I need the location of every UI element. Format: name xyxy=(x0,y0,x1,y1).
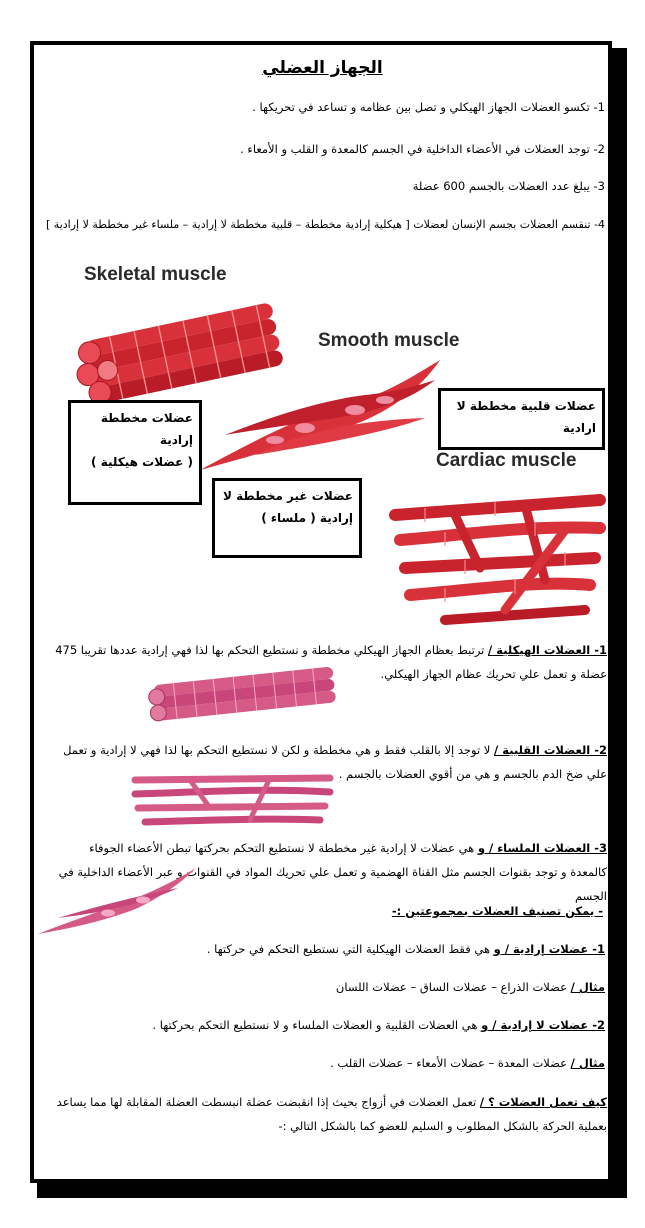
skeletal-box-line-2: ( عضلات هيكلية ) xyxy=(91,455,193,469)
example-1-text: عضلات الذراع – عضلات الساق – عضلات اللسان xyxy=(335,980,571,994)
example-2-line xyxy=(330,1052,605,1074)
how-muscles-work-heading: كيف تعمل العضلات ؟ / xyxy=(479,1095,607,1109)
example-2-heading: مثال / xyxy=(570,1056,605,1070)
smooth-muscle-box xyxy=(212,478,362,558)
smooth-box-line-1: عضلات غير مخططة لا xyxy=(223,489,353,503)
involuntary-heading: 2- عضلات لا إرادية / و xyxy=(481,1018,605,1032)
example-2-text: عضلات المعدة – عضلات الأمعاء – عضلات القلب . xyxy=(330,1056,571,1070)
cardiac-muscle-label: Cardiac muscle xyxy=(436,450,577,471)
smooth-section-text: هي عضلات لا إرادية غير مخططة لا نستطيع التحكم بحركتها تبطن الأعضاء الجوفاء كالمعدة و توجد بقنوات الجسم مثل القناة الهضمية و تعمل علي تحريك المواد في القنوات و عبر الأعضاء الداخلية في الجسم xyxy=(58,841,607,903)
skeletal-section-heading: 1- العضلات الهيكلية / xyxy=(488,643,607,657)
smooth-muscle-illustration xyxy=(195,360,445,475)
smooth-fiber-image xyxy=(38,868,198,936)
example-1-heading: مثال / xyxy=(570,980,605,994)
cardiac-section-heading: 2- العضلات القلبية / xyxy=(494,743,607,757)
smooth-muscle-label: Smooth muscle xyxy=(318,330,460,351)
cardiac-box-line: عضلات قلبية مخططة لا ارادية xyxy=(456,399,596,435)
voluntary-line xyxy=(207,938,605,960)
intro-line-3: 3- يبلغ عدد العضلات بالجسم 600 عضلة xyxy=(412,179,605,193)
voluntary-text: هي فقط العضلات الهيكلية التي نستطيع التحكم في حركتها . xyxy=(206,942,494,956)
intro-line-4: 4- تنقسم العضلات بجسم الإنسان لعضلات [ هيكلية إرادية مخططة – قلبية مخططة لا إرادية – ملساء غير مخططة لا إرادية ] xyxy=(46,218,605,231)
involuntary-text: هي العضلات القلبية و العضلات الملساء و لا نستطيع التحكم بحركتها . xyxy=(152,1018,482,1032)
skeletal-section-text: ترتبط بعظام الجهاز الهيكلي مخططة و نستطيع التحكم بها لذا فهي إرادية عددها تقريبا 475 عضلة و تعمل علي تحريك عظام الجهاز الهيكلي. xyxy=(55,643,607,681)
how-muscles-work xyxy=(50,1090,607,1138)
cardiac-fiber-image xyxy=(130,770,335,830)
example-1-line xyxy=(336,976,605,998)
skeletal-muscle-box xyxy=(68,400,202,505)
cardiac-muscle-illustration xyxy=(385,480,610,630)
cardiac-section-text: لا توجد إلا بالقلب فقط و هي مخططة و لكن لا نستطيع التحكم بها لذا فهي لا إرادية و تعمل علي ضخ الدم بالجسم و هي من أقوي العضلات بالجسم . xyxy=(63,743,607,781)
skeletal-box-line-1: عضلات مخططة إرادية xyxy=(100,411,193,447)
intro-line-1: 1- تكسو العضلات الجهاز الهيكلي و تصل بين عظامه و تساعد في تحريكها . xyxy=(252,100,605,114)
how-muscles-work-text: تعمل العضلات في أزواج بحيث إذا انقبضت عضلة انبسطت العضلة المقابلة لها مما يساعد بعملية الحركة بالشكل المطلوب و السليم للعضو كما بالشكل التالي :- xyxy=(56,1095,607,1133)
skeletal-fiber-image xyxy=(145,668,340,723)
smooth-box-line-2: إرادية ( ملساء ) xyxy=(261,511,353,525)
voluntary-heading: 1- عضلات إرادية / و xyxy=(493,942,605,956)
page-title: الجهاز العضلي xyxy=(262,58,383,78)
skeletal-muscle-label: Skeletal muscle xyxy=(84,264,227,285)
classify-heading: - يمكن تصنيف العضلات بمجموعتين :- xyxy=(391,904,603,918)
cardiac-muscle-box xyxy=(438,388,605,450)
involuntary-line xyxy=(152,1014,605,1036)
smooth-section-heading: 3- العضلات الملساء / و xyxy=(477,841,607,855)
intro-line-2: 2- توجد العضلات في الأعضاء الداخلية في الجسم كالمعدة و القلب و الأمعاء . xyxy=(240,142,605,156)
